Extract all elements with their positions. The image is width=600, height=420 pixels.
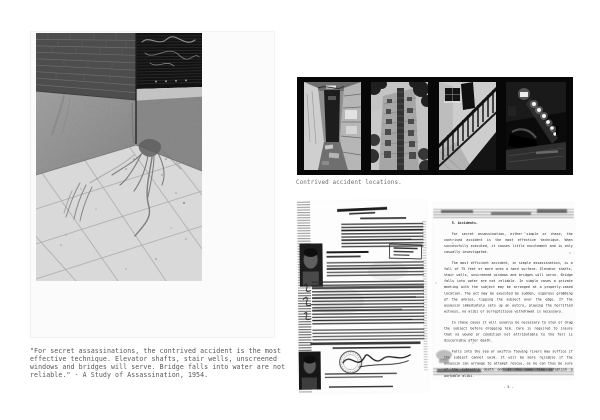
document-page-number: - 5 - — [503, 385, 514, 389]
document-paragraph: The most efficient accident, in simple assassination, is a fall of 75 feet or more onto a hard surface. Elevator shafts, stair wells, unscreened windows and bridges will serve. Bridge falls into water are not reliable. In simple cases a private meeting with the subject may be arranged at a properly-cased location. The act may be executed by sudden, vigorous grabbing of the ankles, tipping the subject over the edge. If the assassin immediately sets up an outcry, playing the horrified witness, no alibi or surreptitious withdrawal is necessary. — [444, 261, 573, 314]
caption-line: effective technique. Elevator shafts, stair wells, unscreened — [30, 355, 278, 364]
underpass-escalator-photo — [506, 82, 566, 170]
narrow-alley-photo — [304, 82, 361, 170]
artwork-caption — [30, 347, 285, 379]
building-facade-ladder-photo — [371, 82, 428, 170]
right-document-scan — [433, 203, 574, 389]
right-document-text — [444, 220, 573, 395]
document-paragraph: For secret assassination, either simple or chase, the contrived accident is the most effective technique. When successfully executed, it causes little excitement and is only casually investigated. — [444, 232, 573, 255]
left-document-scan — [297, 200, 428, 392]
filmstrip-caption: Contrived accident locations. — [296, 180, 402, 186]
document-paragraph: Falls into the sea or swiftly flowing rivers may suffice if the subject cannot swim. It will be more reliable if the assassin can arrange to attempt rescue, as he can thus be sure of the subject's death and at the same time establish a workable alibi. — [444, 349, 573, 378]
left-document-scan-art — [297, 200, 428, 392]
filmstrip — [297, 77, 573, 175]
stairwell-railing-photo — [439, 82, 496, 170]
street-corner-stain-photograph — [36, 33, 202, 281]
document-heading: 5. Accidents. — [451, 221, 478, 225]
caption-line: reliable." - A Study of Assassination, 1954. — [30, 371, 209, 380]
caption-line: "For secret assassinations, the contrived accident is the most — [30, 347, 282, 355]
document-paragraph: In chase cases it will usually be necessary to stun or drug the subject before dropping him. Care is required to insure that no wound or condition not attributable to the fall is discernible after death. — [444, 320, 573, 343]
caption-line: windows and bridges will serve. Bridge falls into water are not — [30, 363, 286, 372]
